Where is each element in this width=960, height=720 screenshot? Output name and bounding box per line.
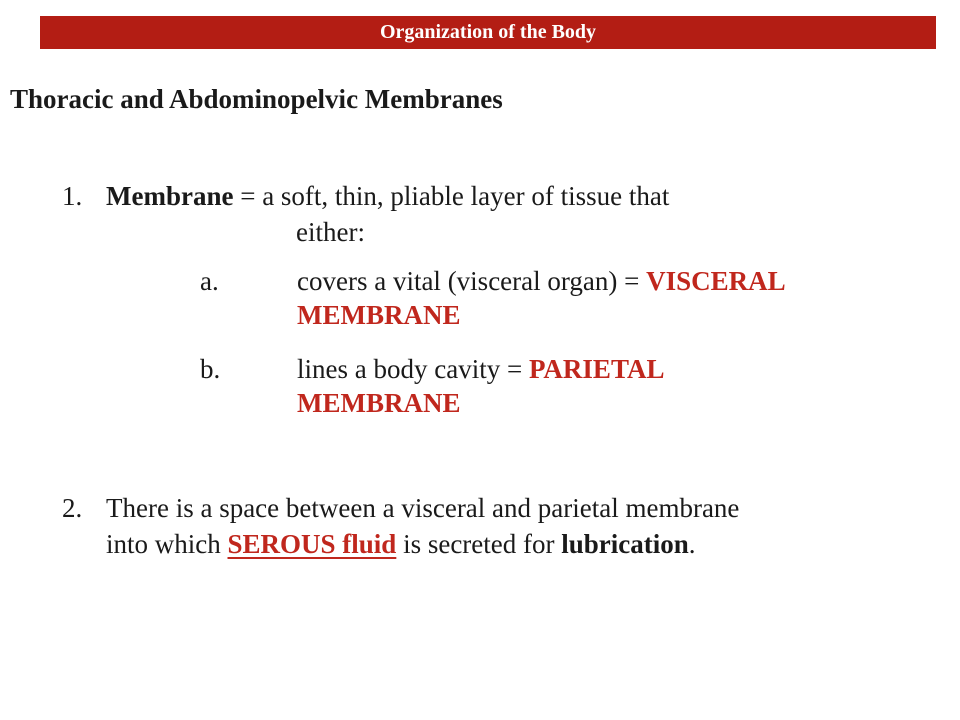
lubrication-term: lubrication <box>561 529 689 559</box>
term-membrane: Membrane <box>106 181 234 211</box>
item-2-end: . <box>688 529 696 559</box>
item-number-2: 2. <box>62 493 83 523</box>
parietal-membrane-term: MEMBRANE <box>297 388 461 418</box>
item-2-pre: into which <box>106 529 228 559</box>
page-heading: Thoracic and Abdominopelvic Membranes <box>10 84 503 114</box>
parietal-term: PARIETAL <box>528 354 665 384</box>
sub-item-a <box>200 264 920 332</box>
sub-letter-a: a. <box>200 266 219 296</box>
serous-fluid-term: SEROUS fluid <box>227 529 397 559</box>
list-item-2 <box>62 490 922 562</box>
list-item-1 <box>62 178 922 250</box>
visceral-term: VISCERAL <box>646 266 786 296</box>
item-2-line-1: There is a space between a visceral and parietal membrane <box>106 493 740 523</box>
sub-letter-b: b. <box>200 354 221 384</box>
item-2-mid: is secreted for <box>396 529 562 559</box>
visceral-membrane-term: MEMBRANE <box>297 300 461 330</box>
definition-line-1: = a soft, thin, pliable layer of tissue that <box>233 181 670 211</box>
sub-a-text: covers a vital (visceral organ) = <box>297 266 647 296</box>
definition-line-2: either: <box>296 217 365 247</box>
title-banner <box>40 16 936 49</box>
item-number: 1. <box>62 181 83 211</box>
sub-item-b <box>200 352 920 420</box>
sub-b-text: lines a body cavity = <box>297 354 529 384</box>
banner-title: Organization of the Body <box>379 21 597 43</box>
